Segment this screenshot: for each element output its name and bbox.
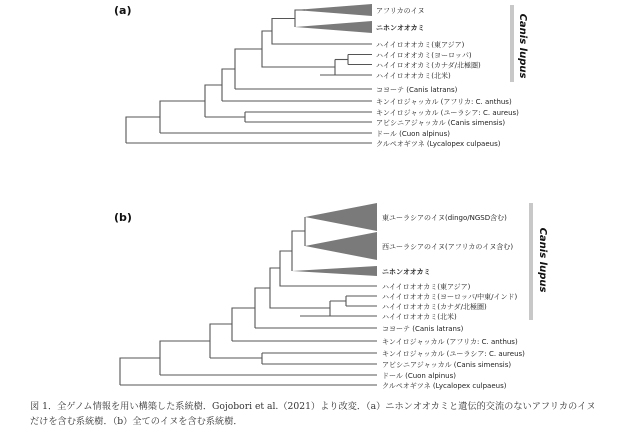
panel-a-node-ea	[272, 19, 325, 45]
panel-b-label: (b)	[114, 211, 132, 224]
panel-a-group-label: Canis lupus	[517, 13, 528, 79]
panel-b-taxon-label-8: キンイロジャッカル (アフリカ: C. anthus)	[382, 337, 518, 346]
panel-b-taxon-label-4: ハイイロオオカミ(ヨーロッパ/中東/インド)	[382, 292, 518, 301]
panel-b-taxon-label-10: アビシニアジャッカル (Canis simensis)	[382, 360, 512, 369]
panel-b-clade-triangle-1	[305, 232, 377, 260]
panel-b-taxon-label-3: ハイイロオオカミ(東アジア)	[382, 282, 471, 291]
panel-b-taxon-label-11: ドール (Cuon alpinus)	[382, 371, 456, 380]
panel-b-taxon-label-0: 東ユーラシアのイヌ(dingo/NGSD含む)	[382, 213, 507, 222]
panel-a-taxon-label-6: コヨーテ (Canis latrans)	[376, 85, 458, 94]
panel-a-taxon-label-8: キンイロジャッカル (ユーラシア: C. aureus)	[376, 108, 519, 117]
panel-b-clade-triangle-0	[305, 203, 377, 231]
panel-a-taxon-label-5: ハイイロオオカミ(北米)	[376, 71, 451, 80]
panel-b-taxon-label-12: クルペオギツネ (Lycalopex culpaeus)	[382, 381, 507, 390]
panel-a-taxon-label-1: ニホンオオカミ	[376, 23, 425, 32]
panel-a-taxon-label-11: クルペオギツネ (Lycalopex culpaeus)	[376, 139, 501, 148]
panel-b-taxon-label-6: ハイイロオオカミ(北米)	[382, 312, 457, 321]
panel-a-taxon-label-10: ドール (Cuon alpinus)	[376, 129, 450, 138]
panel-b-node-root	[120, 358, 160, 385]
panel-a-node-root	[126, 117, 160, 143]
panel-a-taxon-label-4: ハイイロオオカミ(カナダ/北極圏)	[376, 61, 481, 70]
panel-a-clade-triangle-0	[295, 4, 372, 16]
panel-a-node-jackals	[205, 112, 245, 122]
panel-a-group-bracket	[510, 5, 514, 82]
panel-a-taxon-label-9: アビシニアジャッカル (Canis simensis)	[376, 118, 506, 127]
panel-a-tree	[114, 4, 528, 148]
panel-b-group-label: Canis lupus	[537, 227, 548, 293]
panel-a-taxon-label-3: ハイイロオオカミ(ヨーロッパ)	[376, 51, 472, 60]
panel-a-node-canis	[205, 85, 222, 117]
panel-b-node-cuon	[160, 341, 210, 375]
caption-line-2: だけを含む系統樹．（b）全てのイヌを含む系統樹．	[30, 416, 243, 427]
panel-b-taxon-label-7: コヨーテ (Canis latrans)	[382, 324, 464, 333]
panel-b-tree	[114, 203, 548, 390]
figure-caption	[30, 399, 630, 429]
panel-b-taxon-label-5: ハイイロオオカミ(カナダ/北極圏)	[382, 302, 487, 311]
panel-a-taxon-label-0: アフリカのイヌ	[376, 6, 425, 15]
panel-a-taxon-label-2: ハイイロオオカミ(東アジア)	[376, 40, 465, 49]
panel-b-node-dogs-jw	[292, 231, 305, 271]
panel-b-group-bracket	[529, 203, 533, 320]
panel-b-node-lupus	[270, 268, 330, 308]
panel-b-node-eu-ca	[330, 296, 346, 306]
caption-line-1: 図 1．全ゲノム情報を用い構築した系統樹．Gojobori et al.（2021）より改変．（a）ニホンオオカミと遺伝的交流のないアフリカのイヌ	[30, 401, 596, 412]
panel-a-node-anthus	[222, 69, 235, 101]
panel-a-taxon-label-7: キンイロジャッカル (アフリカ: C. anthus)	[376, 97, 512, 106]
panel-b-node-ea	[280, 251, 308, 286]
panel-b-clade-triangle-2	[292, 266, 377, 276]
panel-b-taxon-label-9: キンイロジャッカル (ユーラシア: C. aureus)	[382, 349, 525, 358]
panel-b-node-coyote	[255, 288, 270, 328]
panel-b-taxon-label-2: ニホンオオカミ	[382, 267, 431, 276]
panel-b-node-canis	[210, 324, 232, 358]
panel-a-clade-triangle-1	[295, 21, 372, 33]
panel-a-node-lupus	[262, 31, 335, 67]
panel-a-node-cuon	[160, 101, 205, 133]
panel-b-node-jackals	[210, 353, 262, 364]
panel-b-taxon-label-1: 西ユーラシアのイヌ(アフリカのイヌ含む)	[382, 242, 514, 251]
panel-b-node-anthus	[232, 308, 255, 341]
panel-a-label: (a)	[114, 4, 132, 17]
panel-a-node-coyote	[235, 49, 262, 89]
panel-a-node-dogs	[295, 10, 305, 27]
